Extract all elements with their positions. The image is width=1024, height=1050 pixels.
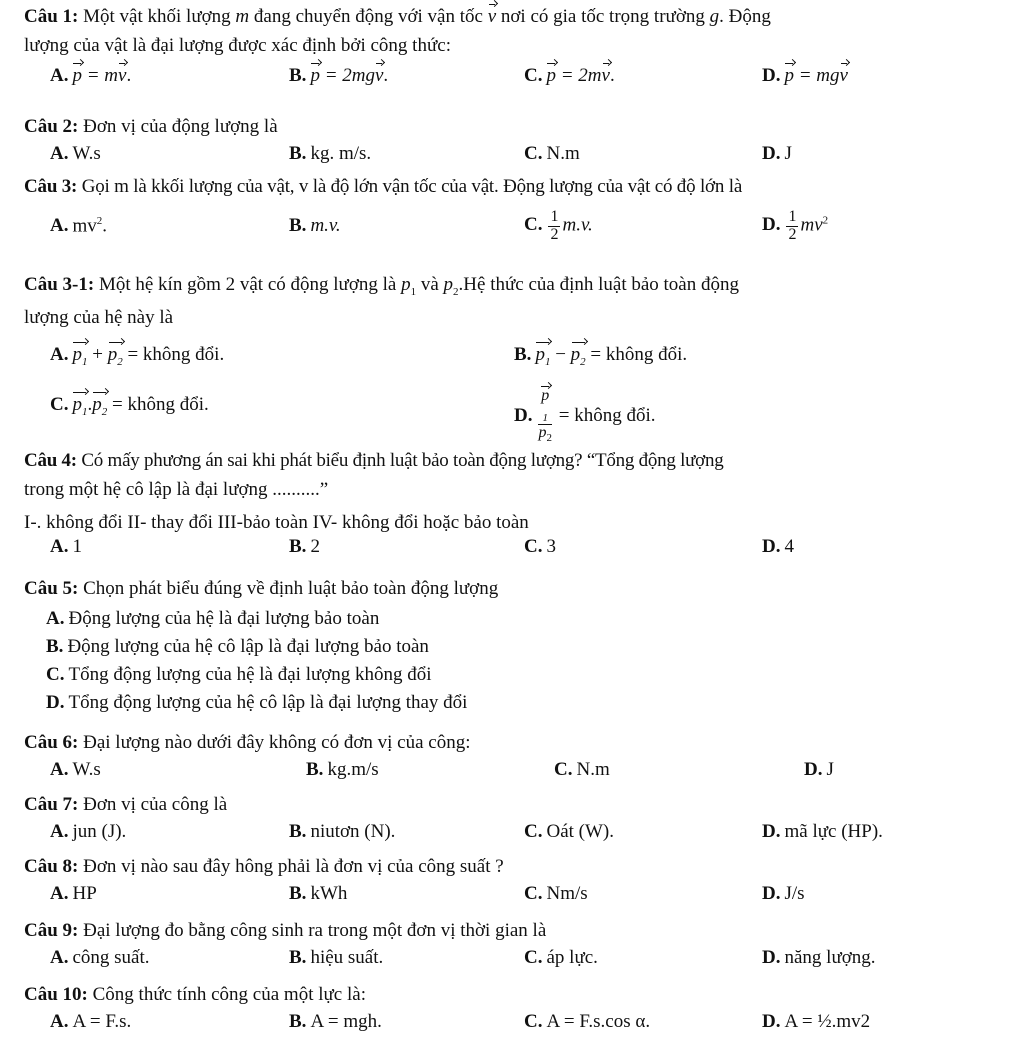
option-a[interactable]: A. W.s (50, 758, 101, 780)
option-a[interactable]: A. p = mv. (50, 64, 132, 86)
question-9-stem: Câu 9: Đại lượng đo bằng công sinh ra trong một đơn vị thời gian là (24, 920, 547, 941)
question-number: Câu 6: (24, 732, 79, 753)
question-8-stem: Câu 8: Đơn vị nào sau đây hông phải là đơn vị của công suất ? (24, 856, 504, 877)
question-3-1-options-row2 (24, 386, 1016, 445)
fraction: p $_1$ $p_2$ (538, 386, 552, 445)
vector-v: v (487, 6, 497, 27)
question-number: Câu 4: (24, 450, 77, 471)
question-1-stem-line2: lượng của vật là đại lượng được xác định bởi công thức: (24, 34, 451, 56)
fraction: $\frac{1}{2}$ (788, 207, 797, 243)
option-a[interactable]: A. $mv^2$. (50, 214, 108, 237)
option-b[interactable]: B. kWh (289, 882, 348, 904)
question-number: Câu 3: (24, 176, 78, 197)
option-d[interactable]: D. p = mgv (762, 64, 848, 86)
option-d[interactable]: D. J (804, 758, 834, 780)
option-b[interactable]: B. kg. m/s. (289, 142, 372, 164)
option-a[interactable]: A. jun (J). (50, 820, 127, 842)
question-1-options (24, 65, 1016, 91)
option-a[interactable]: A. $p_1 + p_2$ = không đổi. (50, 343, 225, 368)
option-d[interactable]: D. A = ½.mv2 (762, 1010, 871, 1032)
question-2 (24, 116, 1016, 169)
option-d[interactable]: D. p $_1$ $p_2$ = không đổi. (514, 386, 656, 445)
option-c[interactable]: C. áp lực. (524, 946, 598, 968)
question-5-stem: Câu 5: Chọn phát biểu đúng về định luật bảo toàn động lượng (24, 578, 499, 599)
question-10-stem: Câu 10: Công thức tính công của một lực là: (24, 984, 366, 1005)
question-number: Câu 5: (24, 578, 79, 599)
question-7 (24, 794, 1016, 847)
question-7-options (24, 821, 1016, 847)
option-d[interactable]: D. $\frac{1}{2}$ $mv^2$ (762, 207, 829, 243)
option-a[interactable]: A. W.s (50, 142, 101, 164)
option-c[interactable]: C. 3 (524, 536, 556, 558)
option-d[interactable]: D. 4 (762, 536, 794, 558)
question-1 (24, 6, 1016, 91)
question-7-stem: Câu 7: Đơn vị của công là (24, 794, 228, 815)
question-3-1-stem: Câu 3-1: Một hệ kín gồm 2 vật có động lượng là $p_1$ và $p_2.Hệ$ thức của định luật bảo toàn động (24, 274, 739, 298)
option-b[interactable]: B. A = mgh. (289, 1010, 382, 1032)
option-c[interactable]: C. $p_1.p_2$ = không đổi. (50, 393, 209, 418)
question-5 (24, 578, 1016, 720)
question-3 (24, 176, 1016, 245)
option-b[interactable]: B. 2 (289, 536, 320, 558)
question-2-stem: Câu 2: Đơn vị của động lượng là (24, 116, 278, 137)
option-b[interactable]: B. $p_1 - p_2$ = không đổi. (514, 343, 688, 368)
option-b[interactable]: B. p = 2mgv. (289, 64, 389, 86)
question-3-1 (24, 274, 1016, 445)
option-c[interactable]: C. N.m (524, 142, 580, 164)
option-b[interactable]: B. hiệu suất. (289, 946, 384, 968)
question-9 (24, 920, 1016, 973)
option-c[interactable]: C. p = 2mv. (524, 64, 615, 86)
question-8-options (24, 883, 1016, 909)
option-d[interactable]: D. năng lượng. (762, 946, 876, 968)
question-10 (24, 984, 1016, 1037)
option-b[interactable]: B. kg.m/s (306, 758, 379, 780)
question-4-stem-line3: I-. không đổi II- thay đổi III-bảo toàn IV- không đổi hoặc bảo toàn (24, 511, 529, 533)
option-a[interactable]: A. Động lượng của hệ là đại lượng bảo toàn (46, 608, 380, 629)
option-c[interactable]: C. Oát (W). (524, 820, 615, 842)
question-number: Câu 3-1: (24, 274, 95, 295)
question-number: Câu 8: (24, 856, 79, 877)
question-3-1-options-row1 (24, 344, 1016, 374)
option-c[interactable]: C. Nm/s (524, 882, 588, 904)
option-c[interactable]: C. N.m (554, 758, 610, 780)
question-3-options (24, 209, 1016, 245)
question-number: Câu 7: (24, 794, 79, 815)
question-4-stem: Câu 4: Có mấy phương án sai khi phát biểu định luật bảo toàn động lượng? “Tổng động lượng (24, 450, 724, 471)
option-a[interactable]: A. A = F.s. (50, 1010, 132, 1032)
question-number: Câu 9: (24, 920, 79, 941)
option-a[interactable]: A. HP (50, 882, 97, 904)
option-b[interactable]: B. m.v. (289, 214, 341, 236)
question-number: Câu 1: (24, 6, 79, 27)
option-d[interactable]: D. J/s (762, 882, 805, 904)
question-1-stem: Câu 1: Một vật khối lượng m đang chuyển động với vận tốc v nơi có gia tốc trọng trường g. Động (24, 6, 771, 27)
question-9-options (24, 947, 1016, 973)
question-4-options (24, 536, 1016, 562)
option-d[interactable]: D. Tổng động lượng của hệ cô lập là đại lượng thay đổi (46, 692, 468, 713)
option-b[interactable]: B. Động lượng của hệ cô lập là đại lượng bảo toàn (46, 636, 429, 657)
question-6 (24, 732, 1016, 785)
option-c[interactable]: C. Tổng động lượng của hệ là đại lượng không đổi (46, 664, 432, 685)
question-10-options (24, 1011, 1016, 1037)
option-a[interactable]: A. 1 (50, 536, 82, 558)
question-number: Câu 10: (24, 984, 88, 1005)
fraction: $\frac{1}{2}$ (550, 207, 559, 243)
question-2-options (24, 143, 1016, 169)
question-4-stem-line2: trong một hệ cô lập là đại lượng ..........” (24, 478, 329, 500)
question-number: Câu 2: (24, 116, 79, 137)
option-d[interactable]: D. mã lực (HP). (762, 820, 883, 842)
question-3-stem: Câu 3: Gọi m là kkối lượng của vật, v là độ lớn vận tốc của vật. Động lượng của vật có độ lớn là (24, 176, 743, 197)
option-a[interactable]: A. công suất. (50, 946, 150, 968)
question-3-1-stem-line2: lượng của hệ này là (24, 306, 174, 328)
question-8 (24, 856, 1016, 909)
option-b[interactable]: B. niutơn (N). (289, 820, 396, 842)
option-c[interactable]: C. A = F.s.cos α. (524, 1010, 651, 1032)
option-c[interactable]: C. $\frac{1}{2}$ m.v. (524, 207, 593, 243)
option-d[interactable]: D. J (762, 142, 792, 164)
question-4 (24, 450, 1016, 562)
question-6-stem: Câu 6: Đại lượng nào dưới đây không có đơn vị của công: (24, 732, 471, 753)
question-6-options (24, 759, 1016, 785)
